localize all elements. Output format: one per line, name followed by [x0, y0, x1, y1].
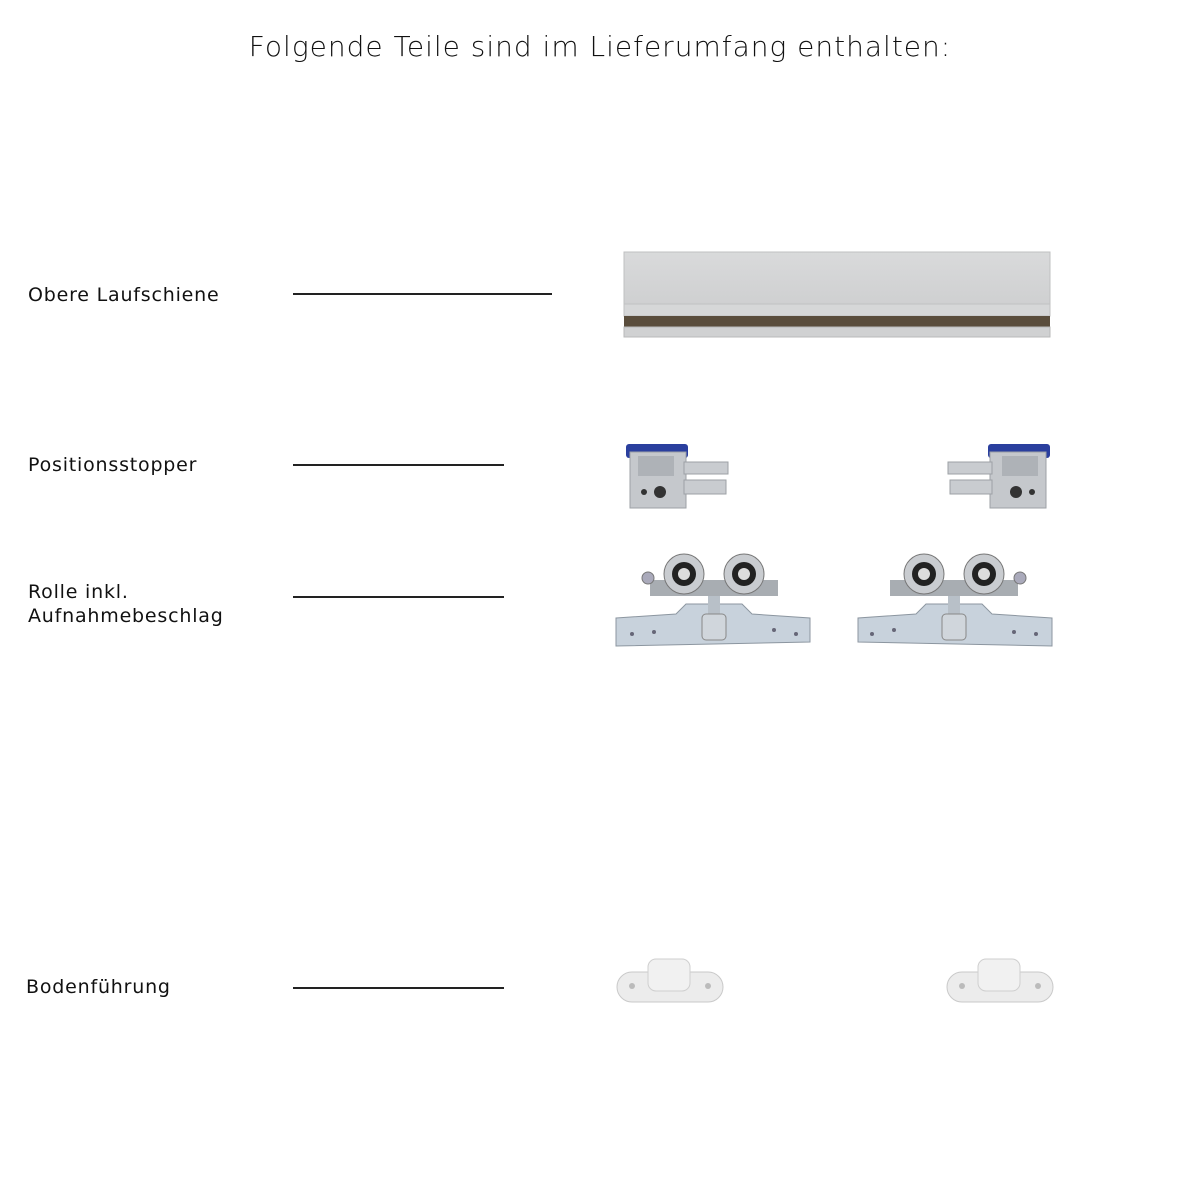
label-roller	[28, 580, 224, 628]
floor-guide-image	[944, 956, 1056, 1006]
label-rail: Obere Laufschiene	[28, 284, 220, 306]
label-roller-line1: Rolle inkl.	[28, 581, 129, 603]
label-stopper: Positionsstopper	[28, 454, 198, 476]
floor-guide-image	[614, 956, 726, 1006]
roller-image	[854, 550, 1054, 652]
leader-line-floor-guide	[293, 987, 504, 989]
stopper-image	[944, 442, 1054, 510]
rail-image	[622, 250, 1052, 338]
leader-line-rail	[293, 293, 552, 295]
label-floor-guide: Bodenführung	[26, 976, 171, 998]
stopper-image	[622, 442, 732, 510]
leader-line-roller	[293, 596, 504, 598]
roller-image	[614, 550, 814, 652]
label-roller-line2: Aufnahmebeschlag	[28, 605, 224, 627]
leader-line-stopper	[293, 464, 504, 466]
page-title: Folgende Teile sind im Lieferumfang enthalten:	[248, 30, 952, 63]
